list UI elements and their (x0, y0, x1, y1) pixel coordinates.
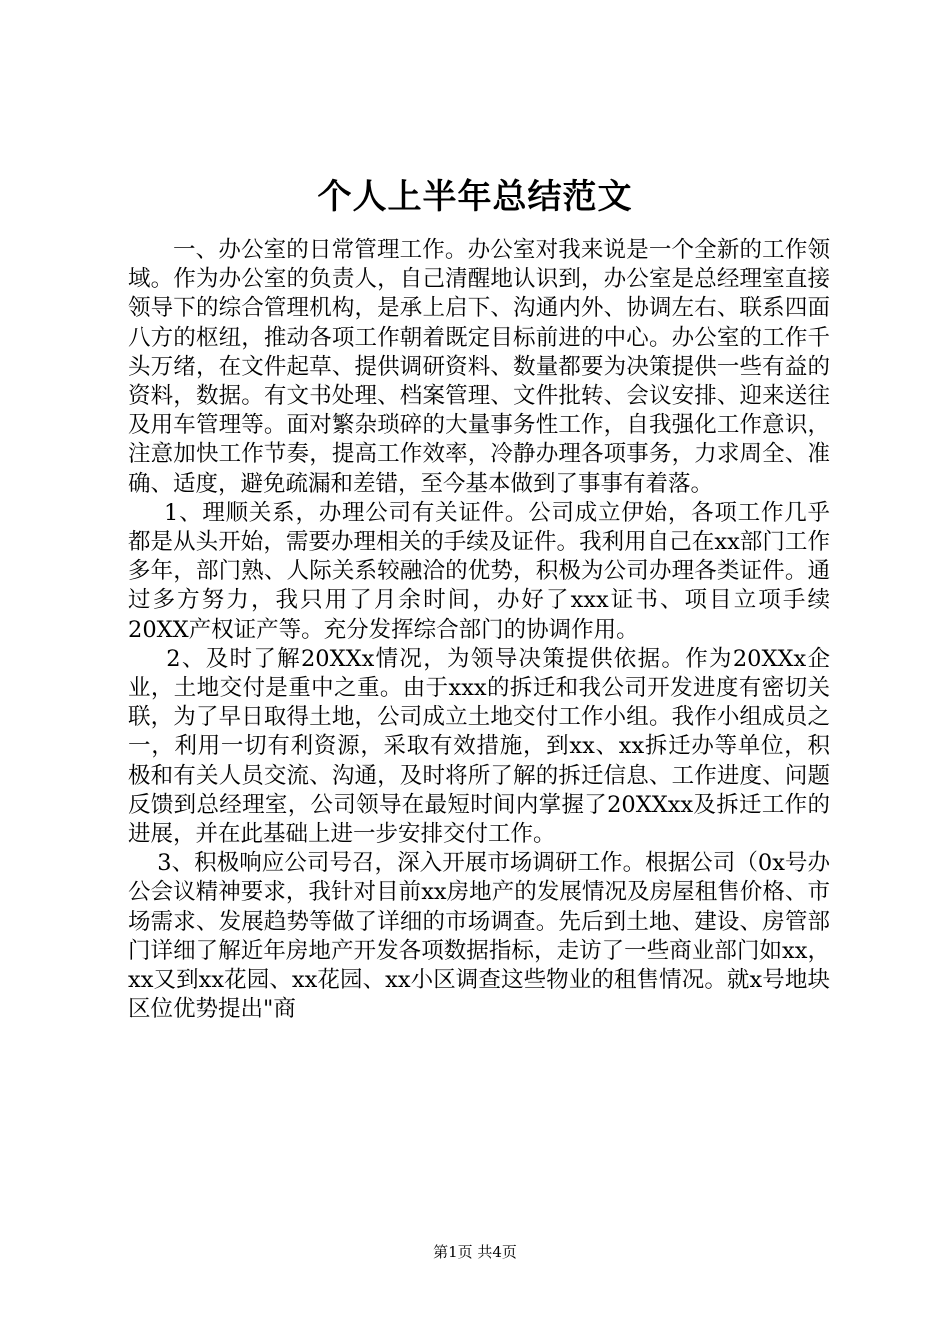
paragraph-land-delivery: 2、及时了解20XXx情况，为领导决策提供依据。作为20XXx企业，土地交付是重中之重。由于xxx的拆迁和我公司开发进度有密切关联，为了早日取得土地，公司成立土地交付工作小组。我作小组成员之一，利用一切有利资源，采取有效措施，到xx、xx拆迁办等单位，积极和有关人员交流、沟通，及时将所了解的拆迁信息、工作进度、问题反馈到总经理室，公司领导在最短时间内掌握了20XXxx及拆迁工作的进展，并在此基础上进一步安排交付工作。 (128, 645, 830, 848)
document-title: 个人上半年总结范文 (317, 177, 633, 217)
paragraph-office-management: 一、办公室的日常管理工作。办公室对我来说是一个全新的工作领域。作为办公室的负责人，自己清醒地认识到，办公室是总经理室直接领导下的综合管理机构，是承上启下、沟通内外、协调左右、联系四面八方的枢纽，推动各项工作朝着既定目标前进的中心。办公室的工作千头万绪，在文件起草、提供调研资料、数量都要为决策提供一些有益的资料，数据。有文书处理、档案管理、文件批转、会议安排、迎来送往及用车管理等。面对繁杂琐碎的大量事务性工作，自我强化工作意识，注意加快工作节奏，提高工作效率，冷静办理各项事务，力求周全、准确、适度，避免疏漏和差错，至今基本做到了事事有着落。 (128, 237, 830, 497)
paragraph-certificates: 1、理顺关系，办理公司有关证件。公司成立伊始，各项工作几乎都是从头开始，需要办理相关的手续及证件。我利用自己在xx部门工作多年，部门熟、人际关系较融洽的优势，积极为公司办理各类证件。通过多方努力，我只用了月余时间，办好了xxx证书、项目立项手续20XX产权证产等。充分发挥综合部门的协调作用。 (128, 499, 830, 643)
paragraph-market-research: 3、积极响应公司号召，深入开展市场调研工作。根据公司（0x号办公会议精神要求，我针对目前xx房地产的发展情况及房屋租售价格、市场需求、发展趋势等做了详细的市场调查。先后到土地、建设、房管部门详细了解近年房地产开发各项数据指标，走访了一些商业部门如xx，xx又到xx花园、xx花园、xx小区调查这些物业的租售情况。就x号地块区位优势提出"商 (128, 850, 830, 1023)
page-number: 第1页 共4页 (433, 1243, 517, 1261)
document-body (128, 236, 830, 1024)
